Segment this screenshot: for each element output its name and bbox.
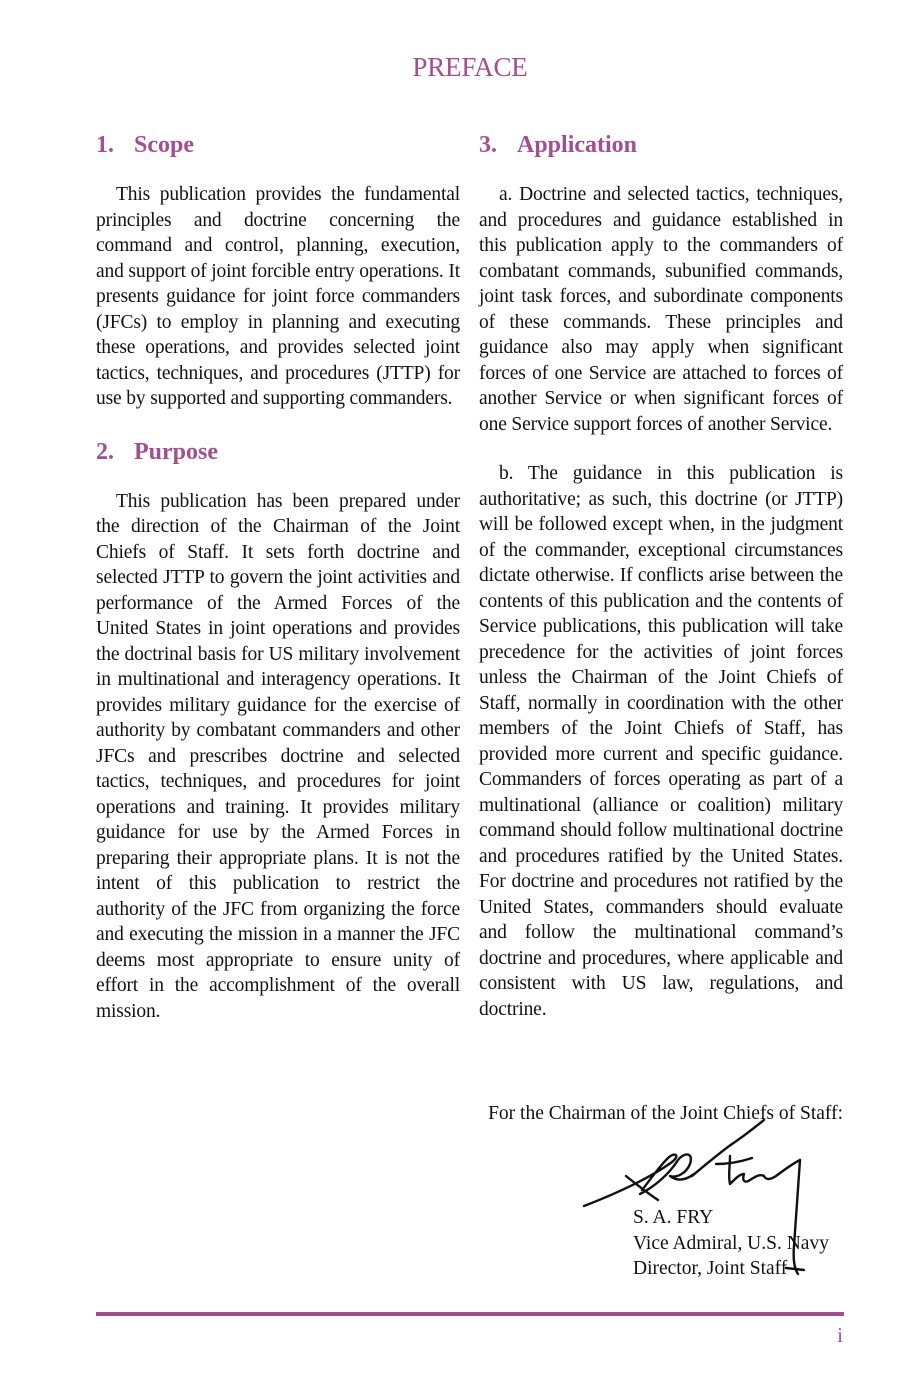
signoff-line: For the Chairman of the Joint Chiefs of Staff: — [488, 1103, 843, 1124]
right-column — [479, 128, 843, 1022]
section-title: Application — [517, 132, 638, 158]
section-title: Scope — [134, 132, 194, 158]
section-number: 1. — [96, 132, 114, 158]
application-paragraph-a: a. Doctrine and selected tactics, techniques, and procedures and guidance established in this publication apply to the commanders of combatant commands, subunified commands, joint task forces, and subordinate components of these commands. These principles and guidance also may apply when significant forces of one Service are attached to forces of another Service or when significant forces of one Service support forces of another Service. — [479, 184, 843, 435]
signer-block — [633, 1205, 829, 1282]
section-title: Purpose — [134, 438, 218, 465]
section-number: 3. — [479, 132, 497, 158]
section-heading-purpose — [96, 435, 460, 469]
signer-rank: Vice Admiral, U.S. Navy — [633, 1232, 829, 1254]
signer-position: Director, Joint Staff — [633, 1258, 788, 1279]
scope-paragraph: This publication provides the fundamental principles and doctrine concerning the command and control, planning, execution, and support of joint forcible entry operations. It presents guidance for joint force commanders (JFCs) to employ in planning and executing these operations, and provides selected joint tactics, techniques, and procedures (JTTP) for use by supported and supporting commanders. — [96, 184, 460, 409]
application-paragraph-b: b. The guidance in this publication is authoritative; as such, this doctrine (or JTTP) will be followed except when, in the judgment of the commander, exceptional circumstances dictate otherwise. If conflicts arise between the contents of this publication and the contents of Service publications, this publication will take precedence for the activities of joint forces unless the Chairman of the Joint Chiefs of Staff, normally in coordination with the other members of the Joint Chiefs of Staff, has provided more current and specific guidance. Commanders of forces operating as part of a multinational (alliance or coalition) military command should follow multinational doctrine and procedures ratified by the United States. For doctrine and procedures not ratified by the United States, commanders should evaluate and follow the multinational command’s doctrine and procedures, where applicable and consistent with US law, regulations, and doctrine. — [479, 463, 843, 1020]
page-title: PREFACE — [412, 52, 528, 82]
section-heading-scope — [96, 128, 460, 162]
page-number: i — [837, 1323, 843, 1347]
signer-name: S. A. FRY — [633, 1207, 714, 1228]
section-heading-application — [479, 128, 843, 162]
section-number: 2. — [96, 438, 114, 465]
footer-rule — [96, 1312, 844, 1316]
left-column — [96, 128, 460, 1024]
purpose-paragraph: This publication has been prepared under the direction of the Chairman of the Joint Chiefs of Staff. It sets forth doctrine and selected JTTP to govern the joint activities and performance of the Armed Forces of the United States in joint operations and provides the doctrinal basis for US military involvement in multinational and interagency operations. It provides military guidance for the exercise of authority by combatant commanders and other JFCs and prescribes doctrine and selected tactics, techniques, and procedures for joint operations and training. It provides military guidance for use by the Armed Forces in preparing their appropriate plans. It is not the intent of this publication to restrict the authority of the JFC from organizing the force and executing the mission in a manner the JFC deems most appropriate to ensure unity of effort in the accomplishment of the overall mission. — [96, 490, 460, 1022]
